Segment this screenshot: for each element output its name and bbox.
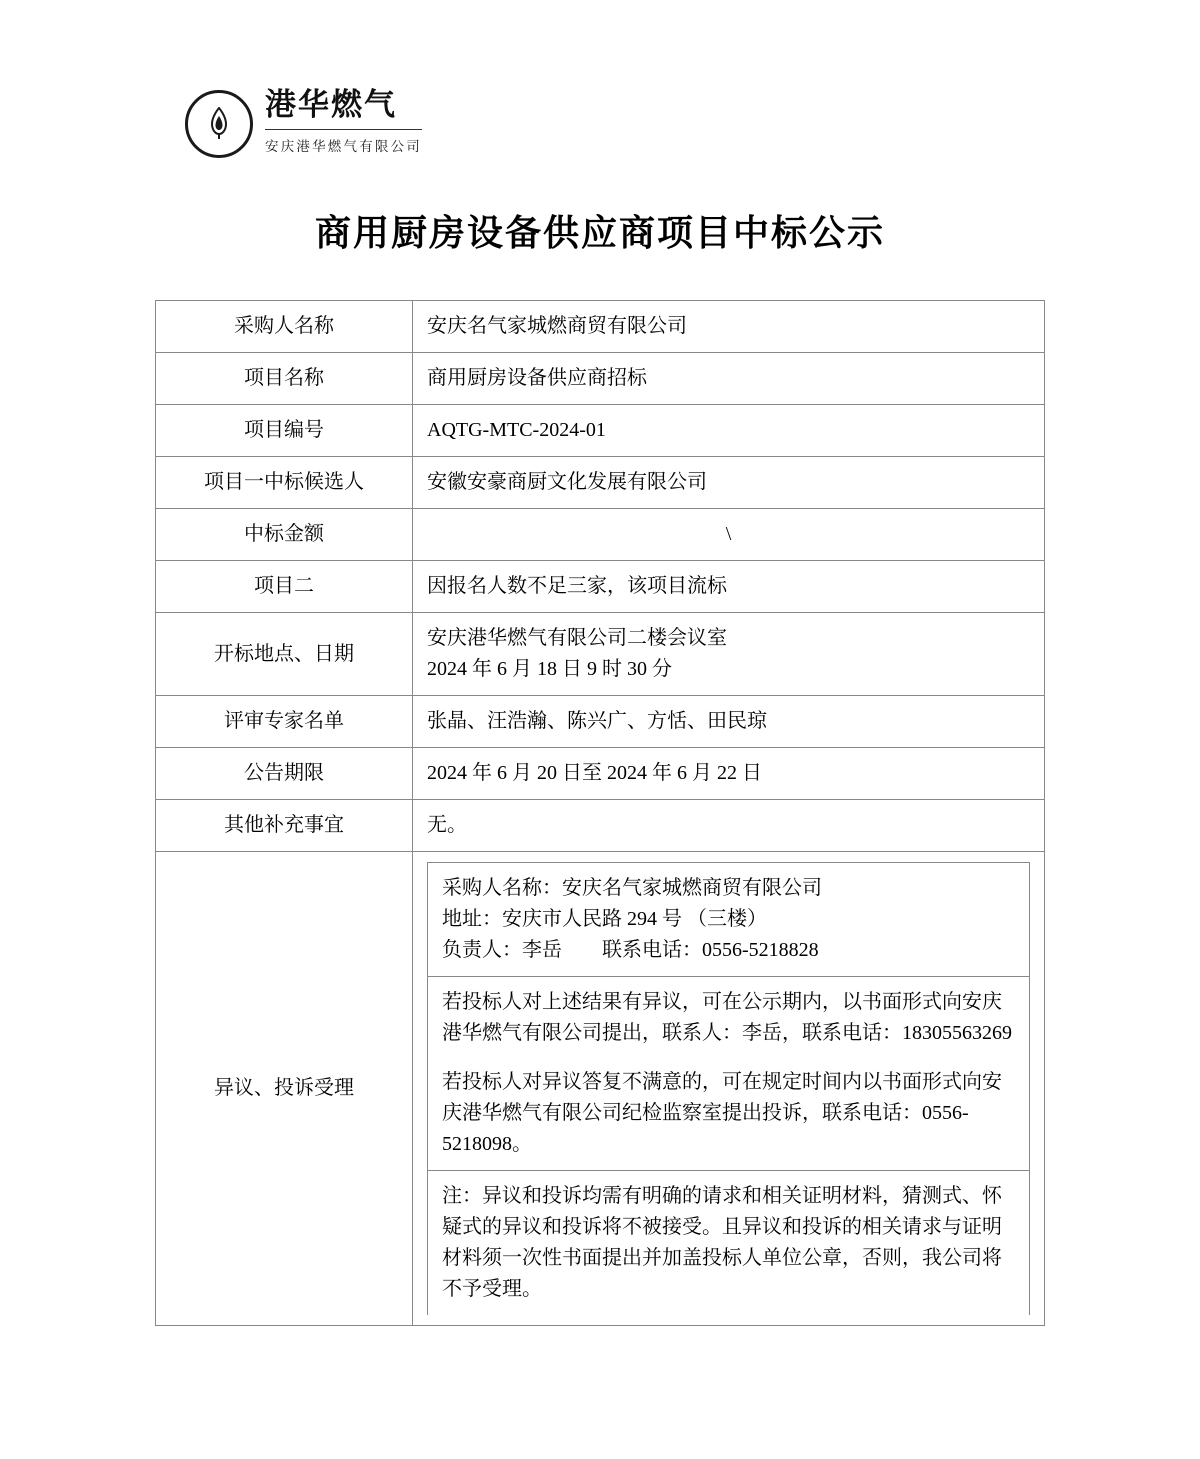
table-row xyxy=(156,405,1045,457)
table-row xyxy=(156,800,1045,852)
row-label: 项目名称 xyxy=(156,353,413,405)
row-value: 2024 年 6 月 20 日至 2024 年 6 月 22 日 xyxy=(413,748,1045,800)
row-label: 中标金额 xyxy=(156,509,413,561)
complaint-procedure xyxy=(428,977,1030,1171)
row-value: 张晶、汪浩瀚、陈兴广、方恬、田民琼 xyxy=(413,696,1045,748)
objection-paragraph: 若投标人对上述结果有异议，可在公示期内，以书面形式向安庆港华燃气有限公司提出，联系人：李岳，联系电话：18305563269 xyxy=(442,991,1012,1044)
row-label: 评审专家名单 xyxy=(156,696,413,748)
row-label: 其他补充事宜 xyxy=(156,800,413,852)
bid-opening-datetime: 2024 年 6 月 18 日 9 时 30 分 xyxy=(427,658,672,680)
row-label: 采购人名称 xyxy=(156,301,413,353)
table-row xyxy=(156,457,1045,509)
complaint-contact-row xyxy=(428,863,1030,977)
row-value: 因报名人数不足三家，该项目流标 xyxy=(413,561,1045,613)
table-row xyxy=(156,696,1045,748)
table-row xyxy=(156,561,1045,613)
flame-circle-icon xyxy=(185,90,253,158)
notice-table xyxy=(155,300,1045,1326)
purchaser-name-line: 采购人名称：安庆名气家城燃商贸有限公司 xyxy=(442,877,822,899)
page-title: 商用厨房设备供应商项目中标公示 xyxy=(314,213,885,253)
complaint-subtable xyxy=(427,862,1030,1315)
complaint-note: 注：异议和投诉均需有明确的请求和相关证明材料，猜测式、怀疑式的异议和投诉将不被接受。且异议和投诉的相关请求与证明材料须一次性书面提出并加盖投标人单位公章，否则，我公司将不予受理。 xyxy=(428,1171,1030,1316)
row-value: 无。 xyxy=(413,800,1045,852)
row-value: \ xyxy=(413,509,1045,561)
complaint-procedure-row xyxy=(428,977,1030,1171)
table-row xyxy=(156,353,1045,405)
row-label: 项目一中标候选人 xyxy=(156,457,413,509)
notice-table-wrapper xyxy=(155,300,1045,1326)
row-label: 异议、投诉受理 xyxy=(156,852,413,1326)
logo-text xyxy=(265,88,422,155)
logo-company: 安庆港华燃气有限公司 xyxy=(265,129,422,155)
complaint-paragraph: 若投标人对异议答复不满意的，可在规定时间内以书面形式向安庆港华燃气有限公司纪检监察室提出投诉，联系电话：0556-5218098。 xyxy=(442,1071,1002,1155)
row-label: 开标地点、日期 xyxy=(156,613,413,696)
row-value: AQTG-MTC-2024-01 xyxy=(413,405,1045,457)
purchaser-contact-line: 负责人：李岳 联系电话：0556-5218828 xyxy=(442,939,819,961)
company-logo xyxy=(185,88,422,158)
logo-brand: 港华燃气 xyxy=(265,87,397,122)
row-label: 公告期限 xyxy=(156,748,413,800)
row-value xyxy=(413,613,1045,696)
table-row xyxy=(156,748,1045,800)
bid-opening-place: 安庆港华燃气有限公司二楼会议室 xyxy=(427,627,727,649)
table-row xyxy=(156,509,1045,561)
row-value: 安庆名气家城燃商贸有限公司 xyxy=(413,301,1045,353)
row-value: 商用厨房设备供应商招标 xyxy=(413,353,1045,405)
purchaser-address-line: 地址：安庆市人民路 294 号 （三楼） xyxy=(442,908,767,930)
table-row xyxy=(156,613,1045,696)
row-label: 项目编号 xyxy=(156,405,413,457)
complaint-contact xyxy=(428,863,1030,977)
row-label: 项目二 xyxy=(156,561,413,613)
table-row xyxy=(156,301,1045,353)
complaint-cell xyxy=(413,852,1045,1326)
table-row-complaint xyxy=(156,852,1045,1326)
row-value: 安徽安豪商厨文化发展有限公司 xyxy=(413,457,1045,509)
complaint-note-row xyxy=(428,1171,1030,1316)
